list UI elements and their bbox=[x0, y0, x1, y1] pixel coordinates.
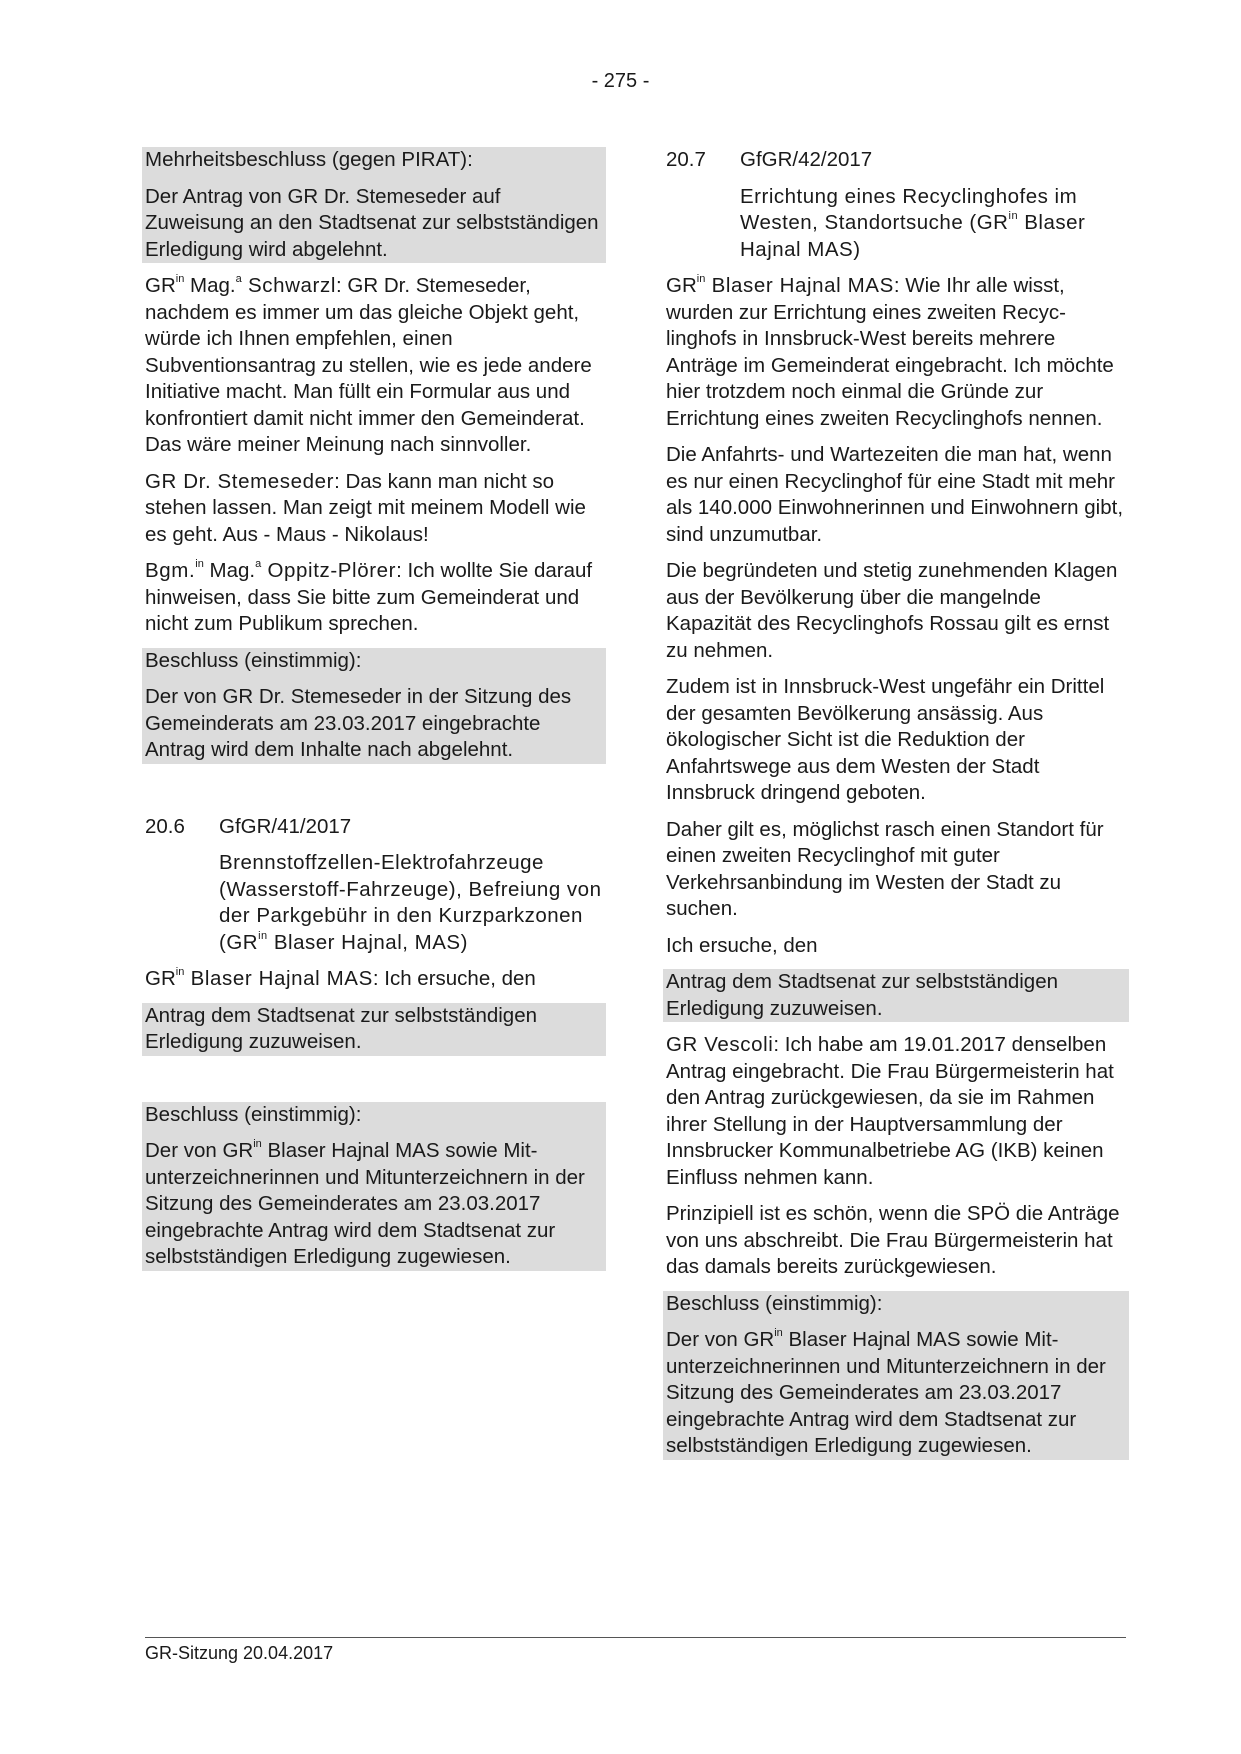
speaker-name: GR Vescoli bbox=[666, 1033, 774, 1056]
resolution-text: Der von $GR^{in}$ Blaser Hajnal MAS sowie Mitunterzeichnerinnen und Mitunterzeichnern in der Sitzung des Gemeinderates am 23.03.2017 eingebrachte Antrag wird dem Stadtsenat zur selbstständigen Erledigung zugewiesen. bbox=[142, 1128, 606, 1271]
paragraph: Daher gilt es, möglichst rasch einen Standort für einen zweiten Recyclinghof mit guter Verkehrsanbindung im Westen der Stadt zu suchen. bbox=[666, 817, 1104, 920]
resolution-heading: Beschluss (einstimmig): bbox=[663, 1291, 1129, 1318]
speaker-name: Blaser Hajnal MAS bbox=[705, 274, 894, 297]
paragraph: Prinzipiell ist es schön, wenn die SPÖ die Anträge von uns abschreibt. Die Frau Bürgermeisterin hat das damals bereits zurückgewiesen. bbox=[666, 1202, 1120, 1278]
resolution-heading: Mehrheitsbeschluss (gegen PIRAT): bbox=[142, 147, 606, 174]
agenda-item-heading bbox=[666, 147, 1126, 174]
paragraph: Ich ersuche, den bbox=[666, 933, 818, 957]
speech-paragraph: $GR^{in}$ Blaser Hajnal MAS: Ich ersuche, den bbox=[145, 966, 536, 990]
resolution-text: Der Antrag von GR Dr. Stemeseder auf Zuweisung an den Stadtsenat zur selbstständigen Erledigung wird abgelehnt. bbox=[142, 174, 606, 264]
footer-divider bbox=[145, 1637, 1126, 1638]
agenda-item-title: Errichtung eines Recyclinghofes im Westen, Standortsuche ($GR^{in}$ Blaser Hajnal MAS) bbox=[740, 184, 1086, 261]
speech-paragraph: GR Dr. Stemeseder: Das kann man nicht so stehen lassen. Man zeigt mit meinem Modell wie es geht. Aus - Maus - Nikolaus! bbox=[145, 469, 586, 546]
footer-text: GR-Sitzung 20.04.2017 bbox=[145, 1643, 334, 1663]
agenda-item-number: 20.7 bbox=[666, 148, 706, 171]
motion-box: Antrag dem Stadtsenat zur selbstständigen Erledigung zuzuweisen. bbox=[142, 1003, 606, 1056]
left-column bbox=[145, 147, 603, 1281]
right-column bbox=[666, 147, 1126, 1470]
speaker-name: Schwarzl bbox=[241, 274, 336, 297]
speech-paragraph: $GR^{in}$ Mag.$^a$ Schwarzl: GR Dr. Stemeseder, nachdem es immer um das gleiche Objekt geht, würde ich Ihnen empfehlen, einen Subventionsantrag zu stellen, wie es jede andere Initiative macht. Man füllt ein Formular aus und konfrontiert damit nicht immer den Gemeinderat. Das wäre meiner Meinung nach sinnvoller. bbox=[145, 273, 592, 456]
paragraph: Zudem ist in Innsbruck-West ungefähr ein Drittel der gesamten Bevölkerung ansässig. Aus ökologischer Sicht ist die Reduktion der Anfahrtswege aus dem Westen der Stadt Innsbruck dringend geboten. bbox=[666, 675, 1105, 804]
agenda-item-heading bbox=[145, 814, 603, 841]
agenda-item-code: GfGR/42/2017 bbox=[740, 148, 873, 171]
speech-paragraph: Bgm.$^{in}$ Mag.$^a$ Oppitz-Plörer: Ich wollte Sie darauf hinweisen, dass Sie bitte zum Gemeinderat und nicht zum Publikum sprechen. bbox=[145, 558, 593, 635]
agenda-item-code: GfGR/41/2017 bbox=[219, 814, 352, 838]
motion-box: Antrag dem Stadtsenat zur selbstständigen Erledigung zuzuweisen. bbox=[663, 969, 1129, 1022]
speech-paragraph: GR Vescoli: Ich habe am 19.01.2017 denselben Antrag eingebracht. Die Frau Bürgermeisterin hat den Antrag zurückgewiesen, da sie im Rahmen ihrer Stellung in der Hauptversammlung der Innsbrucker Kommunalbetriebe AG (IKB) keinen Einfluss nehmen kann. bbox=[666, 1033, 1114, 1189]
speaker-name: Blaser Hajnal MAS bbox=[184, 967, 373, 990]
speaker-name: Oppitz-Plörer bbox=[261, 559, 397, 582]
speech-paragraph: $GR^{in}$ Blaser Hajnal MAS: Wie Ihr alle wisst, wurden zur Errichtung eines zweiten Recyclinghofs in Innsbruck-West bereits mehrere Anträge im Gemeinderat eingebracht. Ich möchte hier trotzdem noch einmal die Gründe zur Errichtung eines zweiten Recyclinghofs nennen. bbox=[666, 273, 1114, 430]
page-number: - 275 - bbox=[591, 70, 650, 92]
speaker-name: GR Dr. Stemeseder bbox=[145, 469, 335, 493]
paragraph: Die Anfahrts- und Wartezeiten die man hat, wenn es nur einen Recyclinghof für eine Stadt mit mehr als 140.000 Einwohnerinnen und Einwohnern gibt, sind unzumutbar. bbox=[666, 443, 1124, 546]
resolution-heading: Beschluss (einstimmig): bbox=[142, 1102, 606, 1129]
resolution-text: Der von $GR^{in}$ Blaser Hajnal MAS sowie Mitunterzeichnerinnen und Mitunterzeichnern in der Sitzung des Gemeinderates am 23.03.2017 eingebrachte Antrag wird dem Stadtsenat zur selbstständigen Erledigung zugewiesen. bbox=[663, 1317, 1129, 1460]
agenda-item-number: 20.6 bbox=[145, 814, 185, 838]
paragraph: Die begründeten und stetig zunehmenden Klagen aus der Bevölkerung über die mangelnde Kapazität des Recyclinghofs Rossau gilt es ernst zu nehmen. bbox=[666, 559, 1118, 662]
resolution-heading: Beschluss (einstimmig): bbox=[142, 648, 606, 675]
resolution-text: Der von GR Dr. Stemeseder in der Sitzung des Gemeinderats am 23.03.2017 eingebrachte Antrag wird dem Inhalte nach abgelehnt. bbox=[142, 674, 606, 764]
agenda-item-title: Brennstoffzellen-Elektrofahrzeuge (Wasserstoff-Fahrzeuge), Befreiung von der Parkgebühr in den Kurzparkzonen ($GR^{in}$ Blaser Hajnal, MAS) bbox=[219, 851, 602, 954]
